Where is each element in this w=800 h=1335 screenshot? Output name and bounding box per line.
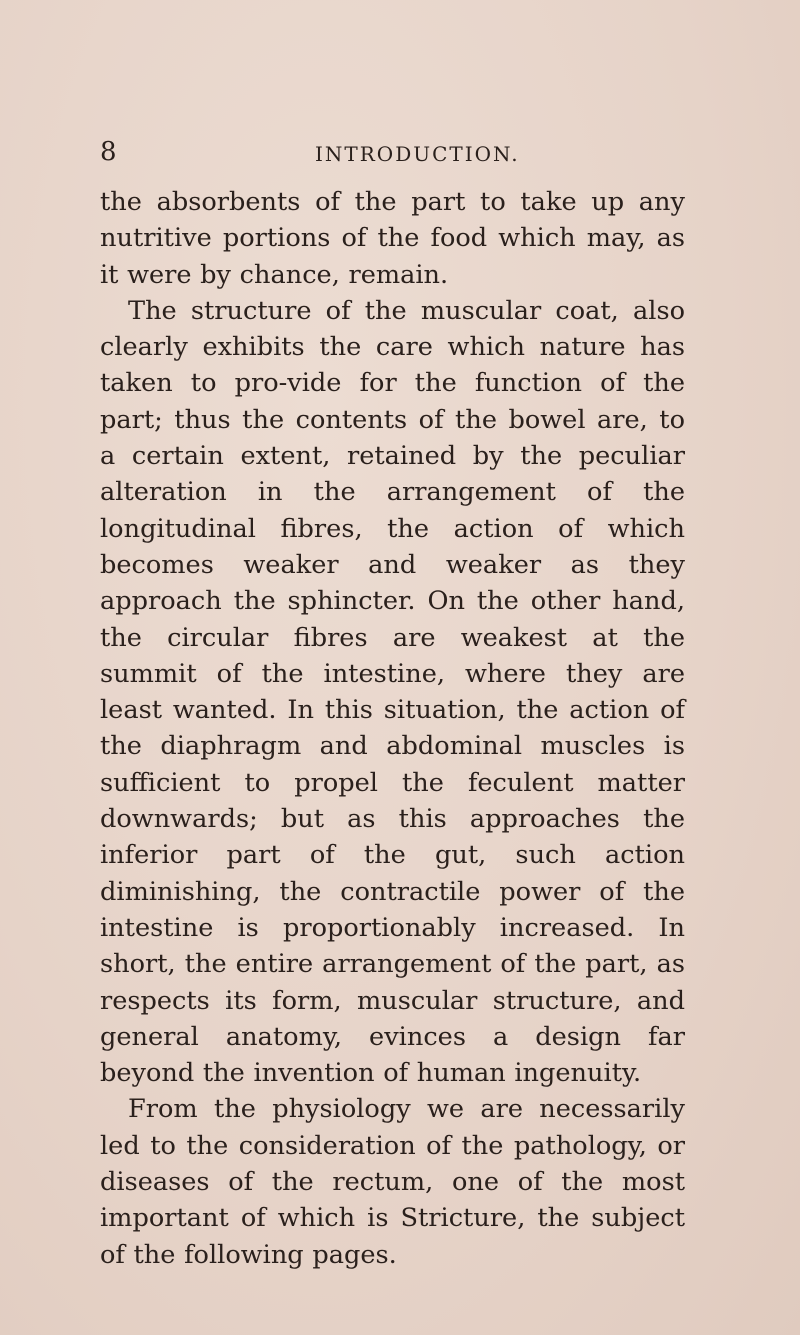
running-head: [100, 132, 690, 172]
body-text: [100, 184, 685, 1273]
paragraph-continued: the absorbents of the part to take up any nutritive portions of the food which may, as it were by chance, remain.: [100, 187, 685, 290]
page-number: 8: [100, 137, 117, 167]
running-title: INTRODUCTION.: [315, 142, 520, 166]
paragraph-physiology: From the physiology we are necessarily led to the consideration of the pathology, or diseases of the rectum, one of the most important of which is Stricture, the subject of the following pages.: [100, 1094, 685, 1270]
paragraph-muscular-coat: The structure of the muscular coat, also clearly exhibits the care which nature has taken to pro-vide for the function of the part; thus the contents of the bowel are, to a certain extent, retained by the peculiar alteration in the arrangement of the longitudinal fibres, the action of which becomes weaker and weaker as they approach the sphincter. On the other hand, the circular fibres are weakest at the summit of the intestine, where they are least wanted. In this situation, the action of the diaphragm and abdominal muscles is sufficient to propel the feculent matter downwards; but as this approaches the inferior part of the gut, such action diminishing, the contractile power of the intestine is proportionably increased. In short, the entire arrangement of the part, as respects its form, muscular structure, and general anatomy, evinces a design far beyond the invention of human ingenuity.: [100, 295, 685, 1089]
